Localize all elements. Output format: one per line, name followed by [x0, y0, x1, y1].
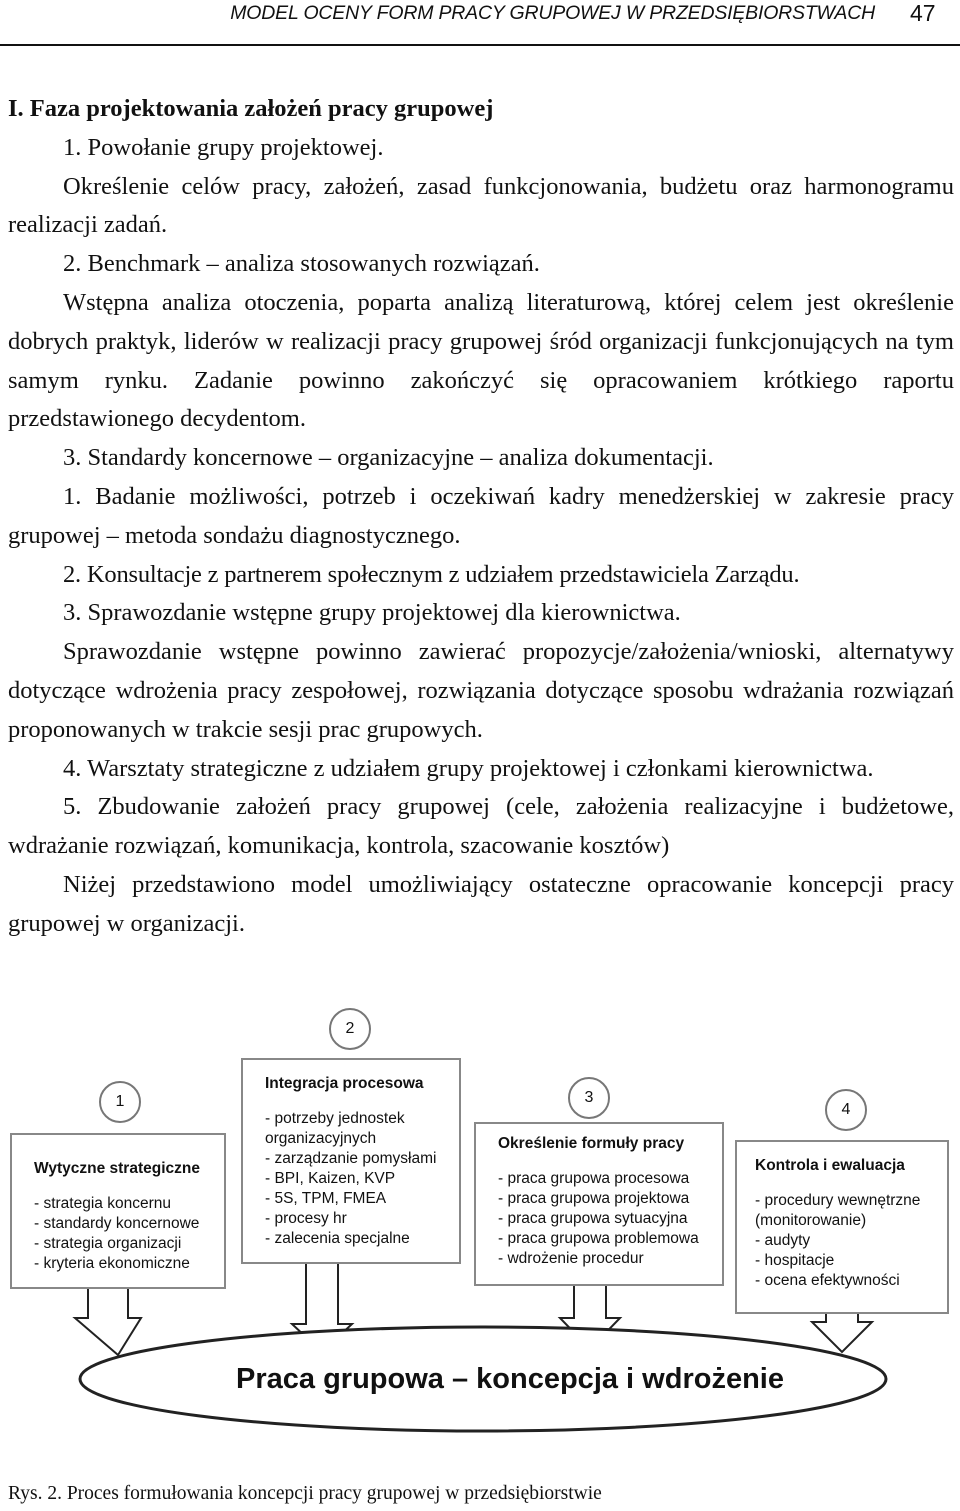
arrow-1 [75, 1287, 141, 1355]
paragraph: 5. Zbudowanie założeń pracy grupowej (cele, założenia realizacyjne i budżetowe, wdrażanie rozwiązań, komunikacja, kontrola, szacowanie kosztów) [8, 793, 954, 860]
box-list [34, 1194, 224, 1274]
paragraph: 2. Konsultacje z partnerem społecznym z udziałem przedstawiciela Zarządu. [63, 560, 800, 588]
list-item: - procedury wewnętrzne [755, 1192, 921, 1209]
list-item: - procesy hr [265, 1210, 347, 1227]
box-title: Określenie formuły pracy [498, 1135, 685, 1152]
main-concept-label: Praca grupowa – koncepcja i wdrożenie [236, 1363, 784, 1395]
list-item: - ocena efektywności [755, 1272, 900, 1289]
step-number-1: 1 [99, 1081, 141, 1123]
box-kontrola-i-ewaluacja [735, 1140, 949, 1314]
paragraph: Wstępna analiza otoczenia, poparta analizą literaturową, której celem jest określenie dobrych praktyk, liderów w realizacji pracy grupowej śród organizacji funkcjonujących na tym samym rynku. Zadanie powinno zakończyć się opracowaniem krótkiego raportu przedstawionego decydentom. [8, 288, 954, 433]
arrow-4 [812, 1312, 872, 1352]
step-number-4: 4 [825, 1089, 867, 1131]
step-number-2: 2 [329, 1008, 371, 1050]
page-header [0, 0, 960, 46]
list-item: - hospitacje [755, 1252, 835, 1269]
list-item: - praca grupowa procesowa [498, 1170, 690, 1187]
paragraph: 2. Benchmark – analiza stosowanych rozwiązań. [63, 250, 540, 278]
list-item: - wdrożenie procedur [498, 1250, 644, 1267]
paragraph: Określenie celów pracy, założeń, zasad funkcjonowania, budżetu oraz harmonogramu realizacji zadań. [8, 172, 954, 239]
box-title: Kontrola i ewaluacja [755, 1157, 905, 1174]
box-title: Wytyczne strategiczne [34, 1160, 200, 1177]
step-number-3: 3 [568, 1077, 610, 1119]
paragraph: Niżej przedstawiono model umożliwiający ostateczne opracowanie koncepcji pracy grupowej w organizacji. [8, 870, 954, 937]
running-title: MODEL OCENY FORM PRACY GRUPOWEJ W PRZEDSIĘBIORSTWACH [230, 2, 875, 24]
list-item: organizacyjnych [265, 1130, 377, 1147]
list-item: - zalecenia specjalne [265, 1230, 410, 1247]
paragraph: 1. Powołanie grupy projektowej. [63, 133, 384, 161]
paragraph: 1. Badanie możliwości, potrzeb i oczekiwań kadry menedżerskiej w zakresie pracy grupowej – metoda sondażu diagnostycznego. [8, 482, 954, 549]
box-list [498, 1169, 722, 1269]
list-item: - strategia organizacji [34, 1235, 182, 1252]
paragraph: 3. Standardy koncernowe – organizacyjne – analiza dokumentacji. [63, 444, 714, 472]
paragraph: 4. Warsztaty strategiczne z udziałem grupy projektowej i członkami kierownictwa. [63, 754, 874, 782]
list-item: - praca grupowa problemowa [498, 1230, 699, 1247]
box-list [265, 1109, 459, 1249]
list-item: - strategia koncernu [34, 1195, 171, 1212]
list-item: - standardy koncernowe [34, 1215, 200, 1232]
list-item: (monitorowanie) [755, 1212, 867, 1229]
paragraph: Sprawozdanie wstępne powinno zawierać propozycje/założenia/wnioski, alternatywy dotyczące wdrożenia pracy zespołowej, rozwiązania dotyczące sposobu wdrażania rozwiązań proponowanych w trakcie sesji prac grupowych. [8, 638, 954, 743]
list-item: - kryteria ekonomiczne [34, 1255, 190, 1272]
section-heading: I. Faza projektowania założeń pracy grupowej [8, 95, 494, 122]
paragraph: 3. Sprawozdanie wstępne grupy projektowej dla kierownictwa. [63, 599, 681, 627]
figure-caption: Rys. 2. Proces formułowania koncepcji pracy grupowej w przedsiębiorstwie [8, 1483, 602, 1504]
body-text [8, 90, 954, 944]
box-okreslenie-formuly-pracy [474, 1122, 724, 1286]
box-integracja-procesowa [241, 1058, 461, 1264]
list-item: - zarządzanie pomysłami [265, 1150, 437, 1167]
page-number: 47 [910, 0, 936, 26]
process-diagram [0, 1000, 960, 1480]
list-item: - potrzeby jednostek [265, 1110, 405, 1127]
list-item: - 5S, TPM, FMEA [265, 1190, 387, 1207]
list-item: - praca grupowa sytuacyjna [498, 1210, 688, 1227]
list-item: - audyty [755, 1232, 811, 1249]
box-title: Integracja procesowa [265, 1075, 424, 1092]
box-wytyczne-strategiczne [10, 1133, 226, 1289]
list-item: - praca grupowa projektowa [498, 1190, 690, 1207]
box-list [755, 1191, 947, 1291]
list-item: - BPI, Kaizen, KVP [265, 1170, 396, 1187]
